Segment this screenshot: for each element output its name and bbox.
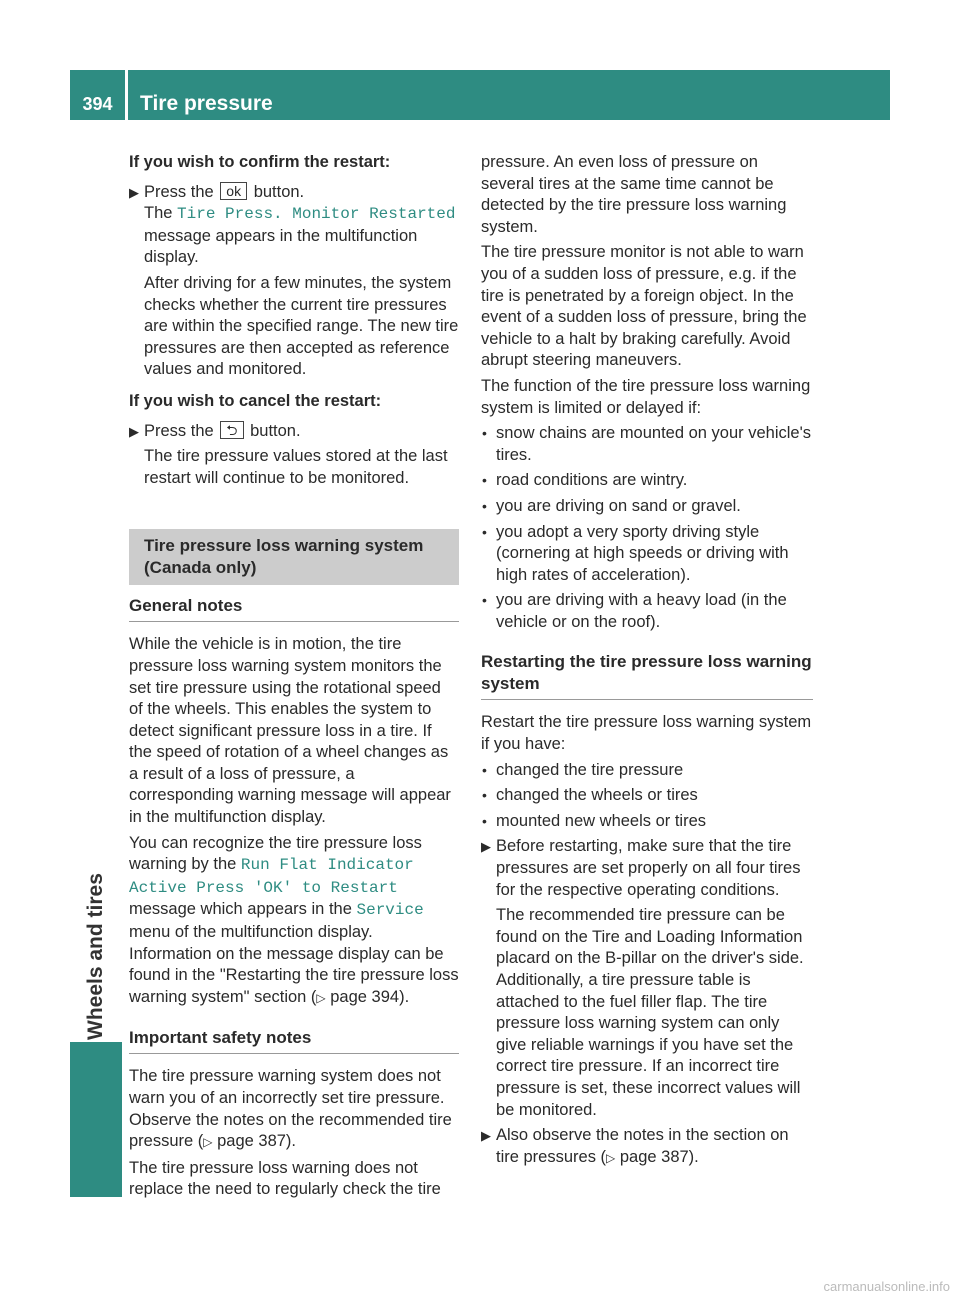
page-ref-icon: ▷ (316, 990, 326, 1005)
section-title: Tire pressure loss warning system (Canada only) (129, 529, 459, 585)
list-item: • changed the tire pressure (482, 760, 684, 779)
right-column (481, 152, 813, 1173)
confirm-step: ▶ Press the ok button. The Tire Press. Monitor Restarted message appears in the multifunction display. After driving for a few minutes, the system checks whether the current tire pressures are within the specified range. The new tire pressures are then accepted as reference values and monitored. (129, 182, 459, 381)
side-tab-label: Wheels and tires (84, 873, 107, 1040)
restart-intro: Restart the tire pressure loss warning system if you have: (481, 713, 812, 754)
restart-heading: Restarting the tire pressure loss warning system (481, 651, 813, 700)
safety-notes-heading: Important safety notes (129, 1027, 459, 1054)
safety-p1: The tire pressure warning system does not warn you of an incorrectly set tire pressure. Observe the notes on the recommended tire pressure (▷ page 387). (129, 1067, 452, 1151)
limited-intro: The function of the tire pressure loss warning system is limited or delayed if: (481, 376, 811, 417)
watermark: carmanualsonline.info (823, 1279, 950, 1295)
general-notes-p2: You can recognize the tire pressure loss warning by the Run Flat Indicator Active Press 'OK' to Restart message which appears in the Service menu of the multifunction display. Information on the message display can be found in the "Restarting the tire pressure loss warning system" section (▷ page 394). (129, 833, 459, 1006)
side-tab-block (70, 1042, 122, 1197)
step-arrow-icon: ▶ (481, 839, 491, 855)
confirm-detail: After driving for a few minutes, the system checks whether the current tire pressures are within the specified range. The new tire pressures are then accepted as reference values and monitored. (144, 273, 459, 379)
confirm-message-code: Tire Press. Monitor Restarted (177, 205, 456, 224)
list-item: • road conditions are wintry. (482, 471, 688, 490)
general-notes-heading: General notes (129, 595, 459, 622)
page-ref-icon: ▷ (606, 1150, 616, 1165)
list-item: • changed the wheels or tires (482, 786, 698, 805)
header-divider (125, 70, 128, 120)
list-item: • snow chains are mounted on your vehicle's tires. (482, 424, 811, 464)
restart-step-2: ▶ Also observe the notes in the section on tire pressures (▷ page 387). (481, 1126, 789, 1166)
cancel-detail: The tire pressure values stored at the last restart will continue to be monitored. (144, 447, 448, 487)
list-item: • you adopt a very sporty driving style (cornering at high speeds or driving with high rates of acceleration). (482, 522, 789, 584)
cancel-step: ▶ Press the ⮌ button. The tire pressure values stored at the last restart will continue to be monitored. (129, 421, 459, 490)
warning-message-code: Run Flat Indicator Active Press 'OK' to Restart (129, 856, 414, 897)
page-title: Tire pressure (140, 92, 273, 115)
list-item: • you are driving with a heavy load (in the vehicle or on the roof). (482, 591, 787, 631)
step-arrow-icon: ▶ (129, 184, 139, 200)
list-item: • you are driving on sand or gravel. (482, 496, 741, 515)
step-arrow-icon: ▶ (481, 1128, 491, 1144)
back-key-icon: ⮌ (220, 421, 243, 439)
pressure-continued: pressure. An even loss of pressure on several tires at the same time cannot be detected by the tire pressure loss warning system. (481, 153, 787, 236)
safety-p2: The tire pressure loss warning does not replace the need to regularly check the tire (129, 1158, 441, 1199)
ok-key-icon: ok (220, 182, 247, 200)
step-arrow-icon: ▶ (129, 423, 139, 439)
cancel-heading: If you wish to cancel the restart: (129, 391, 382, 410)
sudden-loss-note: The tire pressure monitor is not able to warn you of a sudden loss of pressure, e.g. if the tire is penetrated by a foreign object. In the event of a sudden loss of pressure, bring the vehicle to a halt by braking carefully. Avoid abrupt steering maneuvers. (481, 243, 807, 370)
page-number: 394 (82, 94, 113, 114)
confirm-heading: If you wish to confirm the restart: (129, 153, 391, 171)
left-column (129, 152, 459, 1205)
list-item: • mounted new wheels or tires (482, 811, 707, 830)
restart-step-1: ▶ Before restarting, make sure that the tire pressures are set properly on all four tires for the respective operating conditions. The recommended tire pressure can be found on the Tire and Loading Information placard on the B-pillar on the driver's side. Additionally, a tire pressure table is attached to the fuel filler flap. The tire pressure loss warning system can only give reliable warnings if you have set the correct tire pressure. If an incorrect tire pressure is set, these incorrect values will be monitored. (481, 837, 804, 1119)
page-ref-icon: ▷ (203, 1135, 213, 1150)
general-notes-p1: While the vehicle is in motion, the tire pressure loss warning system monitors the set tire pressure using the rotational speed of the wheels. This enables the system to detect significant pressure loss in a tire. If the speed of rotation of a wheel changes as a result of a loss of pressure, a corresponding warning message will appear in the multifunction display. (129, 635, 451, 827)
service-menu-code: Service (356, 901, 424, 920)
